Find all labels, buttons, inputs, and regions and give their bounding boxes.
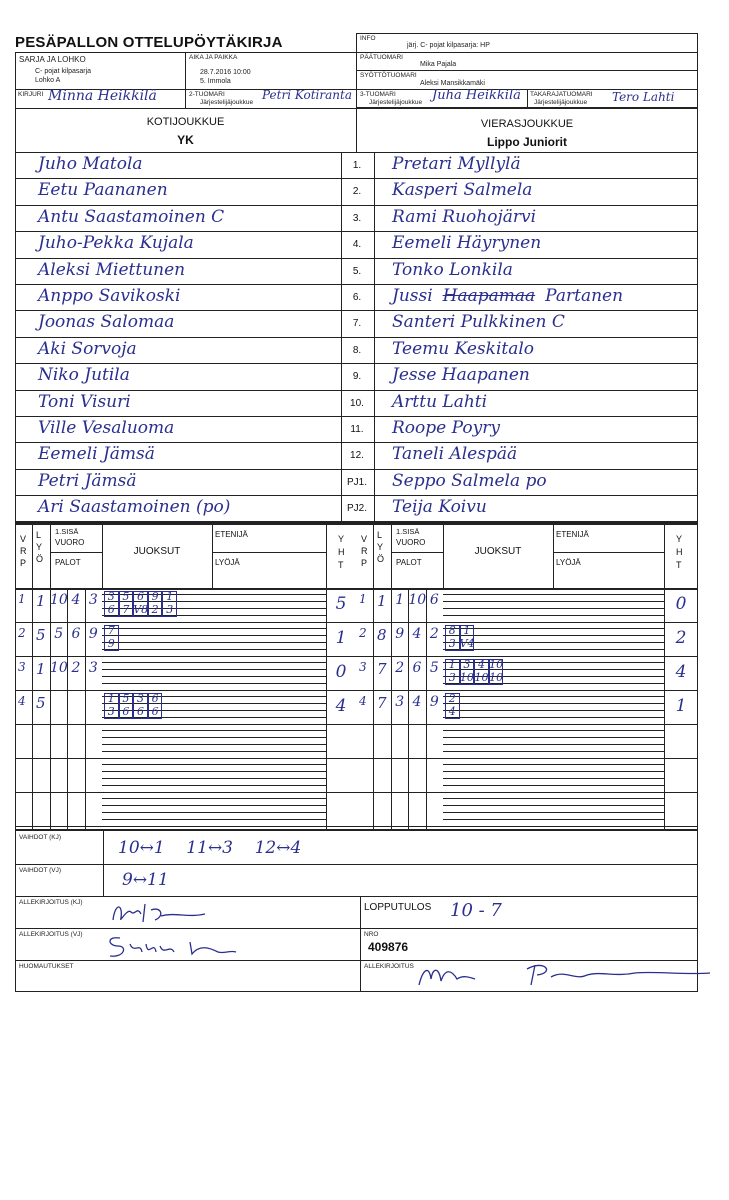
syotto-value: Aleksi Mansikkamäki [420,80,485,87]
home-player-name: Ville Vesaluoma [38,418,175,438]
inning-number: 1 [18,592,26,606]
grid-header-o: Ö [377,554,385,564]
aika-value-1: 28.7.2016 10:00 [200,69,251,76]
juoksut-bottom: 10 [489,671,504,684]
player-number: 11. [350,424,364,435]
juoksut-top: 1 [448,658,456,671]
grid-header-vuoro: VUORO [55,538,85,547]
home-player-name: Joonas Salomaa [38,312,175,333]
juoksut-top: 4 [477,658,485,671]
grid-header-r: R [361,546,368,556]
signature-official [405,955,715,991]
away-player-first: Jesse Haapanen [392,365,530,386]
player-number: 8. [352,344,362,356]
player-number: 2. [352,186,362,198]
inning-palot: 6 [71,626,81,642]
inning-palot: 2 [71,660,81,676]
juoksut-top: 3 [463,658,471,671]
grid-header-yht_y: Y [338,534,345,544]
inning-ly: 7 [377,660,387,678]
lopputulos-value: 10 - 7 [450,900,502,921]
away-player-name [392,392,487,412]
info-label: INFO [360,35,376,42]
aika-label: AIKA JA PAIKKA [189,54,238,61]
away-player-name [392,180,532,200]
juoksut-bottom: 6 [136,705,144,718]
inning-palot: 6 [429,592,439,608]
takaraja-label: TAKARAJATUOMARI [530,91,593,98]
tuomari3-label: 3-TUOMARI [360,91,396,98]
home-player-name: Juho Matola [38,154,143,174]
away-player-first: Rami Ruohojärvi [392,206,537,227]
inning-palot: 10 [50,660,68,676]
grid-header-sisa: 1.SISÄ [396,527,420,536]
inning-ly: 5 [36,626,46,644]
player-number: PJ1. [346,476,367,488]
grid-header-l: L [377,530,383,540]
inning-number: 3 [359,660,367,674]
grid-header-palot: PALOT [396,558,422,567]
juoksut-top: 1 [166,590,174,603]
away-team-name: Lippo Juniorit [487,135,567,149]
player-number: 5. [352,265,362,277]
takaraja-sub: Järjestelijäjoukkue [534,99,588,106]
away-player-first: Jussi [392,286,433,306]
away-player-name [392,339,534,359]
away-player-first: Teemu Keskitalo [392,338,535,359]
grid-header-yht_h: H [338,547,345,557]
grid-header-etenija: ETENIJÄ [215,530,248,539]
away-player-first: Roope Poyry [392,418,500,438]
juoksut-top: 5 [122,590,130,603]
away-player-name [392,233,541,253]
juoksut-bottom: 3 [448,671,456,684]
inning-palot: 4 [412,694,422,710]
inning-total: 4 [335,696,347,716]
inning-number: 2 [18,626,26,640]
away-player-first: Teija Koivu [392,497,487,518]
player-number: 3. [352,212,362,224]
grid-header-v: V [361,534,368,544]
away-player-name [392,207,536,227]
juoksut-bottom: 6 [151,705,159,718]
home-player-name: Antu Saastamoinen C [38,206,225,227]
vaihdot-vj-label: VAIHDOT (VJ) [19,867,62,874]
inning-palot: 10 [408,592,427,608]
juoksut-bottom: V4 [459,637,475,650]
juoksut-bottom: V8 [133,603,149,616]
home-player-name: Toni Visuri [38,391,131,412]
player-number: 10. [350,397,364,409]
player-number: PJ2. [346,503,367,515]
away-player-first: Arttu Lahti [392,391,488,412]
home-player-name: Eetu Paananen [38,180,168,201]
allekirjoitus-kj-label: ALLEKIRJOITUS (KJ) [19,899,83,906]
inning-number: 1 [359,592,367,606]
allekirjoitus-label: ALLEKIRJOITUS [364,963,414,970]
grid-header-etenija: ETENIJÄ [556,530,589,539]
sarja-label: SARJA JA LOHKO [19,55,86,64]
grid-header-l: L [36,530,42,540]
inning-ly: 7 [377,694,387,712]
inning-palot: 10 [50,592,68,608]
grid-header-juoksut: JUOKSUT [133,546,181,557]
juoksut-top: 8 [448,624,456,637]
away-player-first: Santeri Pulkkinen C [392,312,565,333]
juoksut-bottom: 10 [474,671,489,684]
kirjuri-value: Minna Heikkilä [48,88,157,104]
inning-palot: 1 [395,592,405,608]
player-number: 9. [352,371,362,383]
signature-vj [100,930,240,962]
juoksut-top: 2 [448,692,456,705]
inning-palot: 5 [54,626,64,642]
nro-value: 409876 [368,940,409,954]
inning-palot: 6 [412,660,422,676]
away-player-first: Seppo Salmela po [392,470,547,491]
juoksut-bottom: 10 [459,671,474,684]
home-team-name: YK [177,133,194,147]
juoksut-bottom: 2 [151,603,159,616]
player-number: 6. [352,292,362,303]
home-player-name: Ari Saastamoinen (po) [38,497,231,518]
away-player-first: Tonko Lonkila [392,259,513,280]
inning-total: 5 [335,594,347,614]
juoksut-top: 7 [107,624,115,637]
tuomari3-sub: Järjestelijäjoukkue [369,99,423,106]
vaihdot-vj-value: 9↔11 [122,870,169,890]
inning-number: 4 [359,694,367,708]
away-player-name [392,286,623,306]
juoksut-top: 3 [107,590,115,603]
page-title: PESÄPALLON OTTELUPÖYTÄKIRJA [15,34,283,51]
allekirjoitus-vj-label: ALLEKIRJOITUS (VJ) [19,931,83,938]
tuomari2-label: 2-TUOMARI [189,91,225,98]
away-player-name [392,154,521,174]
inning-ly: 1 [36,592,46,610]
grid-header-yht_y: Y [676,534,683,544]
inning-palot: 5 [429,660,439,676]
inning-number: 2 [359,626,367,640]
paatuomari-label: PÄÄTUOMARI [360,54,403,61]
tuomari2-value: Petri Kotiranta [262,88,352,102]
home-player-name: Niko Jutila [38,365,130,386]
grid-header-y: Y [36,542,43,552]
away-player-struck: Haapamaa [442,286,536,306]
away-team-label: VIERASJOUKKUE [480,118,574,130]
juoksut-bottom: 7 [122,603,130,616]
juoksut-bottom: 9 [107,637,115,650]
juoksut-top: 1 [463,624,471,637]
away-player-first: Pretari Myllylä [392,154,521,174]
away-player-name [392,365,530,385]
vaihdot-kj-value: 10↔1 11↔3 12↔4 [118,838,302,858]
nro-label: NRO [364,931,379,938]
player-number: 7. [352,318,362,330]
grid-header-yht_t: T [338,560,344,570]
away-player-name [392,418,500,438]
juoksut-top: 10 [489,658,504,671]
inning-palot: 3 [88,660,98,676]
inning-total: 2 [675,628,687,648]
grid-header-lyoja: LYÖJÄ [556,558,581,567]
grid-header-yht_t: T [676,560,682,570]
sarja-value-2: Lohko A [35,77,61,84]
away-player-extra: Partanen [545,286,624,306]
juoksut-top: 3 [136,692,144,705]
sarja-value-1: C- pojat kilpasarja [35,68,92,75]
inning-palot: 9 [429,694,439,710]
away-player-name [392,497,487,517]
away-player-first: Kasperi Salmela [392,180,533,201]
juoksut-bottom: 4 [448,705,456,718]
home-player-name: Anppo Savikoski [38,286,181,306]
inning-total: 1 [675,696,687,716]
grid-header-v: V [20,534,27,544]
inning-total: 4 [675,662,687,682]
grid-header-vuoro: VUORO [396,538,426,547]
away-player-name [392,444,517,464]
signature-kj [105,898,215,928]
huomautukset-label: HUOMAUTUKSET [19,963,74,970]
away-player-name [392,260,513,280]
grid-header-p: P [361,558,368,568]
juoksut-top: 5 [122,692,130,705]
inning-total: 0 [675,594,687,614]
inning-palot: 3 [88,592,98,608]
grid-header-p: P [20,558,27,568]
inning-palot: 4 [71,592,81,608]
aika-value-2: 5. Immola [200,78,231,85]
inning-ly: 1 [36,660,46,678]
juoksut-bottom: 3 [107,705,115,718]
inning-palot: 2 [395,660,405,676]
takaraja-value: Tero Lahti [612,90,675,104]
tuomari2-sub: Järjestelijäjoukkue [200,99,254,106]
grid-header-r: R [20,546,27,556]
grid-header-yht_h: H [676,547,683,557]
inning-palot: 2 [429,626,439,642]
vaihdot-kj-label: VAIHDOT (KJ) [19,834,62,841]
inning-palot: 9 [88,626,98,642]
juoksut-top: 1 [107,692,115,705]
player-number: 12. [350,450,364,462]
inning-number: 3 [18,660,26,674]
juoksut-top: 9 [151,590,159,603]
home-player-name: Aki Sorvoja [38,338,137,359]
grid-header-sisa: 1.SISÄ [55,527,79,536]
info-value: järj. C- pojat kilpasarja: HP [407,42,490,49]
inning-ly: 1 [377,592,387,610]
inning-total: 1 [335,628,347,648]
juoksut-top: 6 [151,692,159,705]
away-player-first: Taneli Alespää [392,444,518,465]
tuomari3-value: Juha Heikkilä [432,88,521,103]
juoksut-top: 6 [136,590,144,603]
inning-ly: 8 [377,626,387,644]
inning-ly: 5 [36,694,46,712]
home-player-name: Juho-Pekka Kujala [38,233,194,254]
home-team-label: KOTIJOUKKUE [146,116,225,128]
juoksut-bottom: 3 [166,603,174,616]
syotto-label: SYÖTTÖTUOMARI [360,72,417,79]
home-player-name: Eemeli Jämsä [38,444,155,465]
away-player-first: Eemeli Häyrynen [392,233,542,254]
inning-number: 4 [18,694,26,708]
away-player-name [392,471,547,491]
inning-total: 0 [335,662,347,682]
juoksut-bottom: 6 [122,705,130,718]
grid-header-juoksut: JUOKSUT [474,546,522,557]
inning-palot: 9 [395,626,405,642]
juoksut-bottom: 6 [107,603,115,616]
lopputulos-label: LOPPUTULOS [364,902,432,913]
away-player-name [392,312,565,332]
home-player-name: Petri Jämsä [38,470,137,491]
paatuomari-value: Mika Pajala [420,61,457,68]
inning-palot: 3 [395,694,405,710]
home-player-name: Aleksi Miettunen [38,259,186,280]
grid-header-lyoja: LYÖJÄ [215,558,240,567]
kirjuri-label: KIRJURI [18,91,44,98]
grid-header-palot: PALOT [55,558,81,567]
juoksut-bottom: 3 [448,637,456,650]
inning-palot: 4 [412,626,422,642]
player-number: 4. [352,239,362,251]
grid-header-o: Ö [36,554,44,564]
grid-header-y: Y [377,542,384,552]
player-number: 1. [352,160,362,171]
